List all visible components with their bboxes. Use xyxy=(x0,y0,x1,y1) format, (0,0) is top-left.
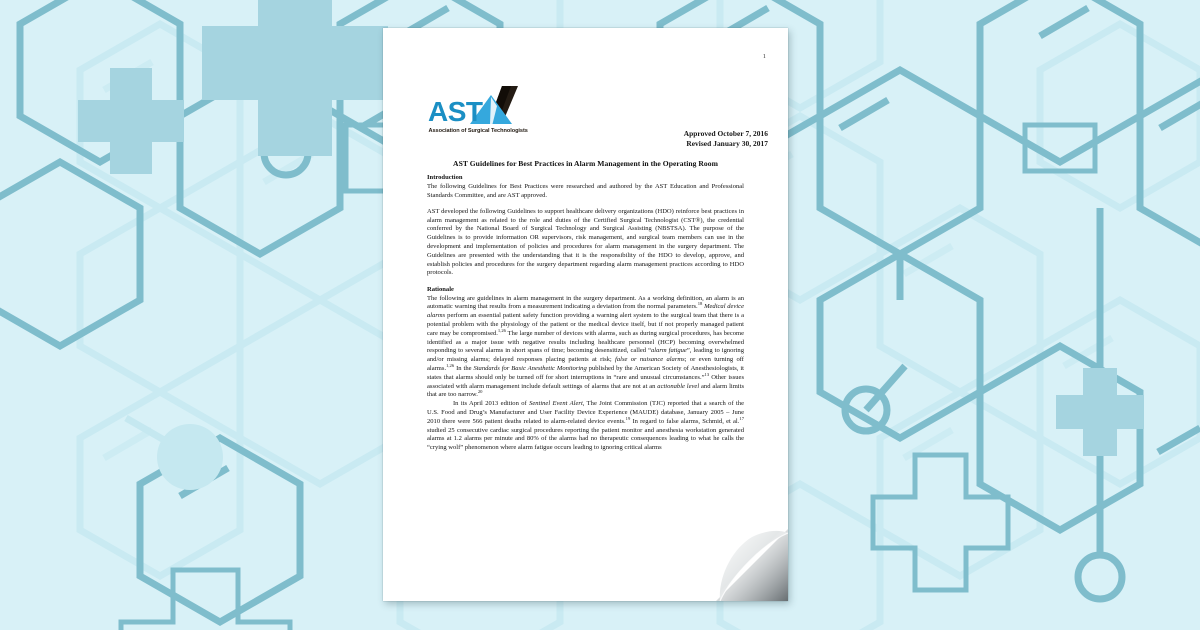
text-run: 19 xyxy=(625,415,631,421)
page-number: 1 xyxy=(762,53,766,60)
text-run: perform an essential patient safety function providing a warning alert system to the surgical team that there is a potential problem with the physiology of the patient or the medical device itself, but if not properly managed patient care may be compromised. xyxy=(427,312,744,337)
paragraph-spacer xyxy=(427,200,744,208)
revised-date: Revised January 30, 2017 xyxy=(686,139,768,149)
page-curl-shadow xyxy=(716,529,788,601)
text-run: Medical device alarms xyxy=(427,303,744,320)
text-run: Standards for Basic Anesthetic Monitoring xyxy=(473,364,587,372)
page-curl-corner xyxy=(714,527,788,601)
paragraph-tjc xyxy=(427,400,744,453)
text-run: In regard to false alarms, Schmid, et al. xyxy=(630,417,740,425)
paragraph-spacer xyxy=(427,278,744,286)
text-run: 1,26 xyxy=(446,362,455,368)
text-run: and alarm limits that are too narrow. xyxy=(427,382,744,399)
text-run: Other issues associated with alarm management include default settings of alarms that are not at an xyxy=(427,373,744,390)
text-run: Sentinel Event Alert xyxy=(529,400,583,408)
text-run: 18 xyxy=(697,301,703,307)
text-run: , The Joint Commission (TJC) reported that a search of the U.S. Food and Drug’s Manufacturer and User Facility Device Experience (MAUDE) database, January 2005 – June 2010 there were 566 patient deaths related to alarm-related device events. xyxy=(427,400,744,425)
paragraph-rationale xyxy=(427,295,744,401)
document-title: AST Guidelines for Best Practices in Alarm Management in the Operating Room xyxy=(453,159,718,168)
approval-dates xyxy=(684,129,768,149)
paragraph-intro-1: The following Guidelines for Best Practices were researched and authored by the AST Education and Professional Standards Committee, and are AST approved. xyxy=(427,182,744,199)
text-run: The following are guidelines in alarm management in the surgery department. As a working definition, an alarm is an automatic warning that results from a measurement indicating a deviation from the normal parameters. xyxy=(427,294,744,311)
text-run: false or nuisance alarms xyxy=(615,356,685,364)
ast-logo xyxy=(427,85,547,135)
text-run: In its April 2013 edition of xyxy=(453,400,530,408)
page-curl-paper xyxy=(720,531,788,601)
text-run: 20 xyxy=(477,389,483,395)
text-run: published by the American Society of Anesthesiologists, it states that alarms should only be turned off for short interruptions in “rare and unusual circumstances.” xyxy=(427,364,744,381)
text-run: In the xyxy=(454,364,474,372)
section-heading-introduction: Introduction xyxy=(427,174,463,181)
text-run: The large number of devices with alarms, such as during surgical procedures, has become identified as a major issue with negative results including healthcare personnel (HCP) becoming overwhelmed responding to several alarms in short spans of time; becoming desensitized, called “ xyxy=(427,329,744,355)
text-run: 1,26 xyxy=(497,327,506,333)
text-run: ; or even turning off alarms. xyxy=(427,356,744,372)
text-fade-overlay xyxy=(383,585,788,601)
text-run: ”, leading to ignoring and/or missing alarms; delayed responses placing patients at risk; xyxy=(427,347,744,364)
section-heading-rationale: Rationale xyxy=(427,285,454,293)
document-page-content xyxy=(383,28,788,601)
text-run: 17 xyxy=(739,415,744,421)
document-page[interactable] xyxy=(383,28,788,601)
paragraph-intro-2: AST developed the following Guidelines to support healthcare delivery organizations (HDO) reinforce best practices in alarm management as related to the role and duties of the Certified Surgical Technologist (CST®), the credential conferred by the National Board of Surgical Technology and Surgical Assisting (NBSTSA). The purpose of the Guidelines is to provide information OR supervisors, risk management, and surgical team members can use in the development and implementation of policies and procedures for alarm management in the surgery department. The Guidelines are presented with the understanding that it is the responsibility of the HDO to develop, approve, and establish policies and procedures for the surgery department regarding alarm management practices according to HDO protocols. xyxy=(427,207,744,277)
logo-wordmark: AST xyxy=(428,96,483,127)
text-run: 13 xyxy=(704,371,710,377)
page-curl-highlight xyxy=(720,533,788,601)
text-run: alarm fatigue xyxy=(651,347,687,355)
document-body xyxy=(427,174,744,453)
text-run: studied 25 consecutive cardiac surgical procedures reporting the patient monitor and anesthesia workstation generated alarms at 1.2 alarms per minute and 80% of the alarms had no therapeutic consequences leading to what he calls the “crying wolf” phenomenon where alarm fatigue occurs leading to ignoring critical alarms xyxy=(427,426,744,452)
text-run: actionable level xyxy=(657,382,700,390)
logo-tagline: Association of Surgical Technologists xyxy=(428,128,528,134)
approved-date: Approved October 7, 2016 xyxy=(683,129,768,138)
